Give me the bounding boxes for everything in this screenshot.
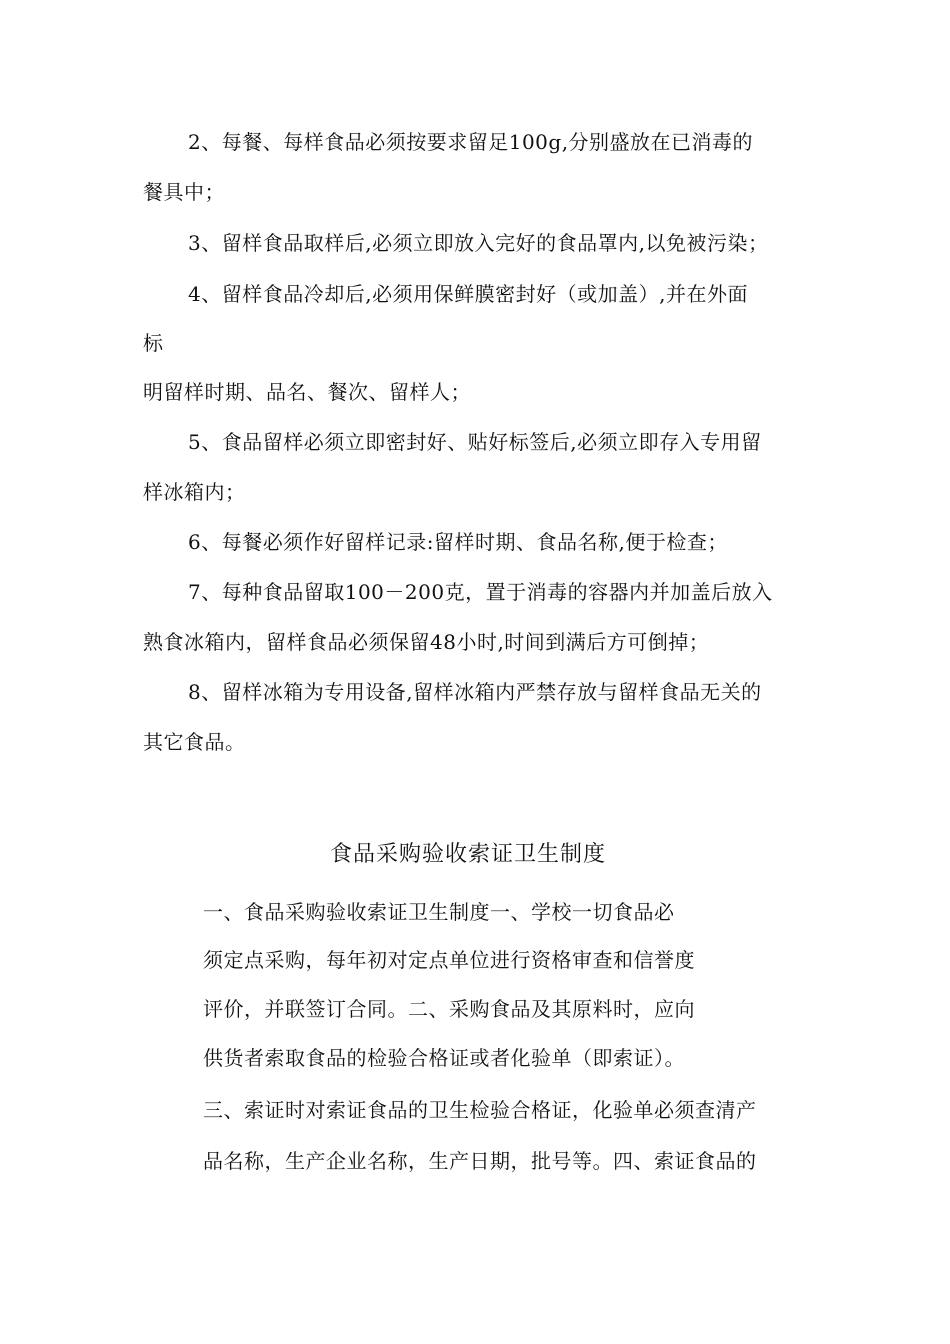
- rule-2-line-2: 餐具中；: [143, 180, 225, 204]
- section-body-line-5: 三、索证时对索证食品的卫生检验合格证，化验单必须查清产: [203, 1098, 757, 1122]
- rule-6-line-1: 6、每餐必须作好留样记录:留样时期、食品名称,便于检查；: [188, 530, 728, 554]
- section-body-line-4: 供货者索取食品的检验合格证或者化验单（即索证）。: [203, 1046, 685, 1070]
- rule-7-line-2: 熟食冰箱内，留样食品必须保留48小时,时间到满后方可倒掉；: [143, 630, 710, 654]
- rule-5-line-2: 样冰箱内；: [143, 480, 246, 504]
- section-body-line-3: 评价，并联签订合同。二、采购食品及其原料时，应向: [203, 997, 695, 1021]
- rule-4-line-1: 4、留样食品冷却后,必须用保鲜膜密封好（或加盖）,并在外面: [188, 282, 748, 306]
- section-body-line-6: 品名称，生产企业名称，生产日期，批号等。四、索证食品的: [203, 1149, 757, 1173]
- rule-4-line-2: 标: [143, 331, 164, 355]
- section-title: 食品采购验收索证卫生制度: [330, 842, 607, 867]
- rule-5-line-1: 5、食品留样必须立即密封好、贴好标签后,必须立即存入专用留: [188, 430, 762, 454]
- rule-3-line-1: 3、留样食品取样后,必须立即放入完好的食品罩内,以免被污染；: [188, 231, 769, 255]
- rule-8-line-2: 其它食品。: [143, 730, 246, 754]
- section-body-line-2: 须定点采购，每年初对定点单位进行资格审查和信誉度: [203, 948, 695, 972]
- rule-8-line-1: 8、留样冰箱为专用设备,留样冰箱内严禁存放与留样食品无关的: [188, 680, 762, 704]
- rule-7-line-1: 7、每种食品留取100－200克，置于消毒的容器内并加盖后放入: [188, 580, 773, 604]
- rule-4-line-3: 明留样时期、品名、餐次、留样人；: [143, 380, 471, 404]
- section-body-line-1: 一、食品采购验收索证卫生制度一、学校一切食品必: [203, 900, 675, 924]
- rule-2-line-1: 2、每餐、每样食品必须按要求留足100g,分别盛放在已消毒的: [188, 130, 754, 154]
